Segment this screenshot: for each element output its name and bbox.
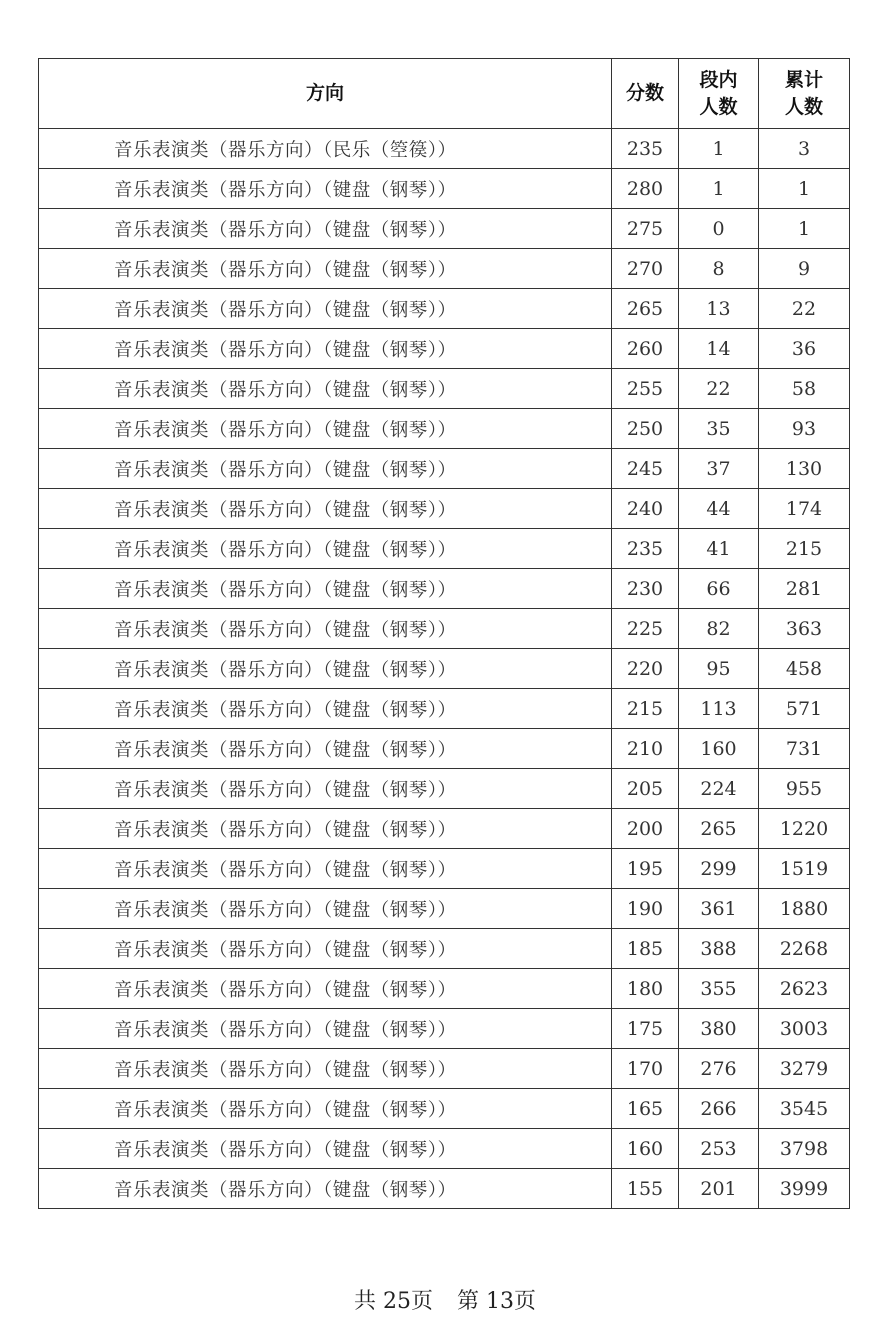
cumulative-count-cell: 363 xyxy=(759,609,850,649)
score-cell: 235 xyxy=(612,129,679,169)
table-row xyxy=(39,689,850,729)
segment-count-cell: 113 xyxy=(679,689,759,729)
total-pages: 共 25页 xyxy=(354,1289,433,1314)
table-row xyxy=(39,1089,850,1129)
direction-cell: 音乐表演类（器乐方向）（键盘（钢琴）） xyxy=(39,489,612,529)
segment-count-cell: 95 xyxy=(679,649,759,689)
direction-cell: 音乐表演类（器乐方向）（键盘（钢琴）） xyxy=(39,569,612,609)
header-cumulative-line1: 累计 xyxy=(784,68,823,91)
score-cell: 275 xyxy=(612,209,679,249)
segment-count-cell: 13 xyxy=(679,289,759,329)
direction-cell: 音乐表演类（器乐方向）（键盘（钢琴）） xyxy=(39,169,612,209)
cumulative-count-cell: 2623 xyxy=(759,969,850,1009)
direction-cell: 音乐表演类（器乐方向）（民乐（箜篌）） xyxy=(39,129,612,169)
table-body xyxy=(39,129,850,1209)
table-row xyxy=(39,449,850,489)
direction-cell: 音乐表演类（器乐方向）（键盘（钢琴）） xyxy=(39,929,612,969)
direction-cell: 音乐表演类（器乐方向）（键盘（钢琴）） xyxy=(39,209,612,249)
header-score-label: 分数 xyxy=(625,82,664,104)
score-cell: 235 xyxy=(612,529,679,569)
segment-count-cell: 14 xyxy=(679,329,759,369)
table-row xyxy=(39,969,850,1009)
header-segment-count xyxy=(679,59,759,129)
score-cell: 170 xyxy=(612,1049,679,1089)
score-cell: 200 xyxy=(612,809,679,849)
score-cell: 245 xyxy=(612,449,679,489)
score-cell: 260 xyxy=(612,329,679,369)
direction-cell: 音乐表演类（器乐方向）（键盘（钢琴）） xyxy=(39,1089,612,1129)
direction-cell: 音乐表演类（器乐方向）（键盘（钢琴）） xyxy=(39,969,612,1009)
header-direction xyxy=(39,59,612,129)
cumulative-count-cell: 3999 xyxy=(759,1169,850,1209)
score-cell: 225 xyxy=(612,609,679,649)
cumulative-count-cell: 9 xyxy=(759,249,850,289)
cumulative-count-cell: 1880 xyxy=(759,889,850,929)
direction-cell: 音乐表演类（器乐方向）（键盘（钢琴）） xyxy=(39,809,612,849)
table-row xyxy=(39,649,850,689)
header-cumulative-count xyxy=(759,59,850,129)
direction-cell: 音乐表演类（器乐方向）（键盘（钢琴）） xyxy=(39,1049,612,1089)
score-cell: 270 xyxy=(612,249,679,289)
cumulative-count-cell: 215 xyxy=(759,529,850,569)
direction-cell: 音乐表演类（器乐方向）（键盘（钢琴）） xyxy=(39,329,612,369)
current-page: 第 13页 xyxy=(457,1289,536,1314)
score-cell: 180 xyxy=(612,969,679,1009)
segment-count-cell: 44 xyxy=(679,489,759,529)
direction-cell: 音乐表演类（器乐方向）（键盘（钢琴）） xyxy=(39,889,612,929)
table-row xyxy=(39,569,850,609)
segment-count-cell: 82 xyxy=(679,609,759,649)
cumulative-count-cell: 2268 xyxy=(759,929,850,969)
segment-count-cell: 266 xyxy=(679,1089,759,1129)
segment-count-cell: 66 xyxy=(679,569,759,609)
score-cell: 205 xyxy=(612,769,679,809)
segment-count-cell: 160 xyxy=(679,729,759,769)
header-segment-line1: 段内 xyxy=(699,68,738,91)
score-cell: 265 xyxy=(612,289,679,329)
table-row xyxy=(39,809,850,849)
score-cell: 210 xyxy=(612,729,679,769)
segment-count-cell: 224 xyxy=(679,769,759,809)
direction-cell: 音乐表演类（器乐方向）（键盘（钢琴）） xyxy=(39,1169,612,1209)
segment-count-cell: 0 xyxy=(679,209,759,249)
direction-cell: 音乐表演类（器乐方向）（键盘（钢琴）） xyxy=(39,769,612,809)
direction-cell: 音乐表演类（器乐方向）（键盘（钢琴）） xyxy=(39,249,612,289)
direction-cell: 音乐表演类（器乐方向）（键盘（钢琴）） xyxy=(39,289,612,329)
table-header-row xyxy=(39,59,850,129)
score-cell: 190 xyxy=(612,889,679,929)
table-row xyxy=(39,169,850,209)
cumulative-count-cell: 174 xyxy=(759,489,850,529)
segment-count-cell: 276 xyxy=(679,1049,759,1089)
cumulative-count-cell: 3003 xyxy=(759,1009,850,1049)
cumulative-count-cell: 93 xyxy=(759,409,850,449)
segment-count-cell: 201 xyxy=(679,1169,759,1209)
direction-cell: 音乐表演类（器乐方向）（键盘（钢琴）） xyxy=(39,729,612,769)
score-cell: 195 xyxy=(612,849,679,889)
table-row xyxy=(39,1129,850,1169)
segment-count-cell: 35 xyxy=(679,409,759,449)
table-row xyxy=(39,849,850,889)
score-cell: 255 xyxy=(612,369,679,409)
segment-count-cell: 265 xyxy=(679,809,759,849)
score-cell: 240 xyxy=(612,489,679,529)
score-cell: 220 xyxy=(612,649,679,689)
direction-cell: 音乐表演类（器乐方向）（键盘（钢琴）） xyxy=(39,369,612,409)
table-row xyxy=(39,1169,850,1209)
cumulative-count-cell: 731 xyxy=(759,729,850,769)
direction-cell: 音乐表演类（器乐方向）（键盘（钢琴）） xyxy=(39,409,612,449)
table-row xyxy=(39,729,850,769)
table-row xyxy=(39,769,850,809)
score-cell: 230 xyxy=(612,569,679,609)
table-row xyxy=(39,529,850,569)
cumulative-count-cell: 281 xyxy=(759,569,850,609)
cumulative-count-cell: 3545 xyxy=(759,1089,850,1129)
segment-count-cell: 22 xyxy=(679,369,759,409)
table-row xyxy=(39,489,850,529)
segment-count-cell: 8 xyxy=(679,249,759,289)
cumulative-count-cell: 36 xyxy=(759,329,850,369)
segment-count-cell: 355 xyxy=(679,969,759,1009)
table-row xyxy=(39,289,850,329)
score-cell: 155 xyxy=(612,1169,679,1209)
score-cell: 215 xyxy=(612,689,679,729)
table-row xyxy=(39,929,850,969)
cumulative-count-cell: 1 xyxy=(759,169,850,209)
score-cell: 160 xyxy=(612,1129,679,1169)
table-row xyxy=(39,249,850,289)
segment-count-cell: 1 xyxy=(679,129,759,169)
score-cell: 250 xyxy=(612,409,679,449)
segment-count-cell: 299 xyxy=(679,849,759,889)
segment-count-cell: 253 xyxy=(679,1129,759,1169)
segment-count-cell: 41 xyxy=(679,529,759,569)
segment-count-cell: 380 xyxy=(679,1009,759,1049)
header-score xyxy=(612,59,679,129)
table-row xyxy=(39,609,850,649)
table-row xyxy=(39,329,850,369)
score-cell: 185 xyxy=(612,929,679,969)
cumulative-count-cell: 1220 xyxy=(759,809,850,849)
cumulative-count-cell: 1 xyxy=(759,209,850,249)
header-segment-line2: 人数 xyxy=(699,95,738,118)
segment-count-cell: 388 xyxy=(679,929,759,969)
header-direction-label: 方向 xyxy=(305,82,344,104)
cumulative-count-cell: 571 xyxy=(759,689,850,729)
score-cell: 175 xyxy=(612,1009,679,1049)
segment-count-cell: 37 xyxy=(679,449,759,489)
page-footer xyxy=(0,1284,890,1315)
cumulative-count-cell: 3 xyxy=(759,129,850,169)
cumulative-count-cell: 22 xyxy=(759,289,850,329)
cumulative-count-cell: 955 xyxy=(759,769,850,809)
score-cell: 165 xyxy=(612,1089,679,1129)
table-row xyxy=(39,209,850,249)
direction-cell: 音乐表演类（器乐方向）（键盘（钢琴）） xyxy=(39,609,612,649)
direction-cell: 音乐表演类（器乐方向）（键盘（钢琴）） xyxy=(39,449,612,489)
cumulative-count-cell: 1519 xyxy=(759,849,850,889)
score-distribution-table xyxy=(38,58,850,1209)
cumulative-count-cell: 58 xyxy=(759,369,850,409)
direction-cell: 音乐表演类（器乐方向）（键盘（钢琴）） xyxy=(39,689,612,729)
table-row xyxy=(39,889,850,929)
table-row xyxy=(39,1049,850,1089)
direction-cell: 音乐表演类（器乐方向）（键盘（钢琴）） xyxy=(39,1129,612,1169)
segment-count-cell: 1 xyxy=(679,169,759,209)
direction-cell: 音乐表演类（器乐方向）（键盘（钢琴）） xyxy=(39,1009,612,1049)
cumulative-count-cell: 130 xyxy=(759,449,850,489)
cumulative-count-cell: 3279 xyxy=(759,1049,850,1089)
direction-cell: 音乐表演类（器乐方向）（键盘（钢琴）） xyxy=(39,849,612,889)
table-row xyxy=(39,1009,850,1049)
table-row xyxy=(39,369,850,409)
cumulative-count-cell: 3798 xyxy=(759,1129,850,1169)
score-cell: 280 xyxy=(612,169,679,209)
cumulative-count-cell: 458 xyxy=(759,649,850,689)
table-row xyxy=(39,409,850,449)
direction-cell: 音乐表演类（器乐方向）（键盘（钢琴）） xyxy=(39,529,612,569)
segment-count-cell: 361 xyxy=(679,889,759,929)
table-row xyxy=(39,129,850,169)
header-cumulative-line2: 人数 xyxy=(784,95,823,118)
direction-cell: 音乐表演类（器乐方向）（键盘（钢琴）） xyxy=(39,649,612,689)
